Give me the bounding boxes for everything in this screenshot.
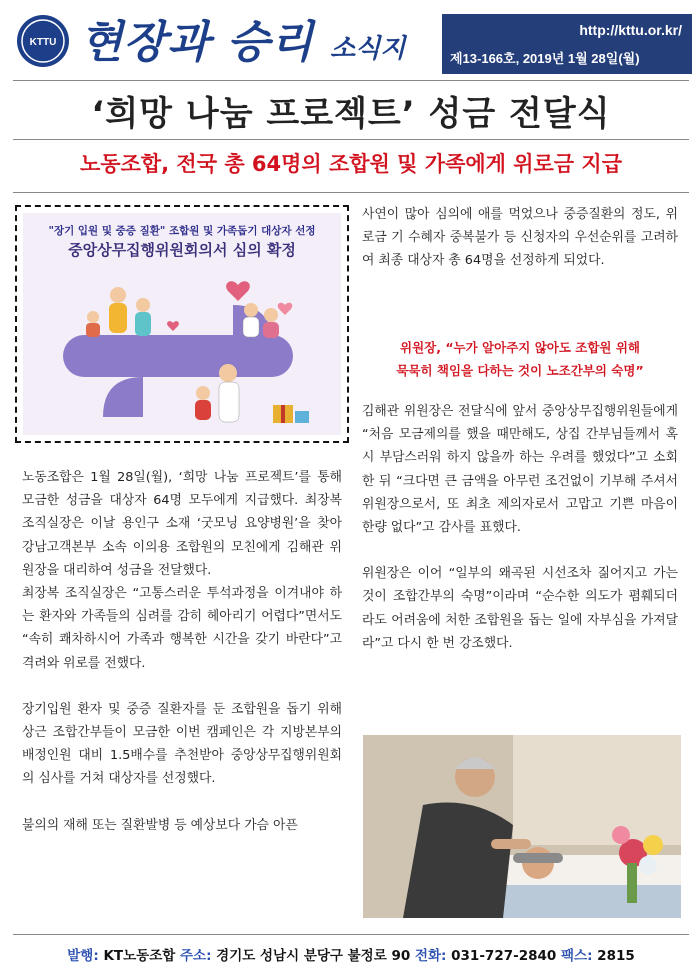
illustration-caption-main: 중앙상무집행위원회의서 심의 확정	[68, 241, 296, 259]
phone-number: 031-727-2840	[451, 948, 557, 964]
body-paragraph: 김해관 위원장은 전달식에 앞서 중앙상무집행위원들에게 “처음 모금제의를 했을 때만해도, 상집 간부님들께서 혹시 부담스러워 하지 않을까 하는 우려를 했었다”고 소회한 뒤 “크다면 큰 금액을 아무런 조건없이 기부해 주셔서 위원장으로서, 또 최초 제의자로서 고맙고 기쁜 마음이 한량 없다”고 감사를 표했다.	[362, 404, 678, 536]
right-column-intro	[362, 203, 678, 273]
pull-quote-line2: 묵묵히 책임을 다하는 것이 노조간부의 숙명”	[396, 363, 644, 378]
publisher-label: 발행:	[67, 948, 99, 964]
newsletter-title: 현장과 승리	[80, 17, 314, 68]
website-link[interactable]: http://kttu.or.kr/	[579, 22, 682, 38]
address: 경기도 성남시 분당구 불정로 90	[216, 948, 411, 964]
kttu-logo	[16, 14, 70, 68]
issue-number-date: 제13-166호, 2019년 1월 28일(월)	[450, 51, 640, 66]
body-paragraph: 노동조합은 1월 28일(월), ‘희망 나눔 프로젝트’를 통해 모금한 성금을 대상자 64명 모두에게 지급했다. 최장복 조직실장은 이날 용인구 소재 ‘굿모닝 요양병원’을 찾아 강남고객본부 소속 이의용 조합원의 모친에게 김해관 위원장을 대리하여 성금을 전달했다.	[22, 470, 342, 578]
publisher-name: KT노동조합	[103, 948, 176, 964]
fax-label: 팩스:	[560, 948, 593, 964]
illustration-frame	[15, 205, 349, 443]
footer-divider	[13, 934, 689, 935]
headline-divider	[13, 139, 689, 140]
right-column-body	[362, 400, 678, 655]
subhead-divider	[13, 192, 689, 193]
logo-text: KTTU	[29, 37, 57, 48]
body-paragraph: 불의의 재해 또는 질환발병 등 예상보다 가슴 아픈	[22, 817, 298, 833]
fax-number: 2815	[597, 948, 635, 964]
visit-photo	[363, 735, 681, 918]
hospital-visit-image	[363, 735, 681, 918]
left-column-body	[22, 466, 342, 837]
illustration-caption-top: "장기 입원 및 중증 질환" 조합원 및 가족돕기 대상자 선정	[48, 225, 316, 237]
subheadline: 노동조합, 전국 총 64명의 조합원 및 가족에게 위로금 지급	[80, 152, 622, 176]
newsletter-subtitle: 소식지	[330, 34, 406, 64]
headline: ‘희망 나눔 프로젝트’ 성금 전달식	[91, 94, 611, 134]
body-paragraph: 장기입원 환자 및 중증 질환자를 둔 조합원을 돕기 위해 상근 조합간부들이 모금한 이번 캠페인은 각 지방본부의 배정인원 대비 1.5배수를 추천받아 중앙상무집행위원회의 심사를 거쳐 대상자를 선정했다.	[22, 701, 342, 787]
pull-quote	[375, 336, 665, 382]
phone-label: 전화:	[414, 948, 447, 964]
pull-quote-line1: 위원장, “누가 알아주지 않아도 조합원 위해	[400, 340, 640, 355]
family-illustration	[23, 265, 341, 435]
campaign-illustration	[23, 213, 341, 435]
body-paragraph: 위원장은 이어 “일부의 왜곡된 시선조차 짊어지고 가는 것이 조합간부의 숙명”이라며 “순수한 의도가 폄훼되더라도 어려움에 처한 조합원을 돕는 일에 자부심을 가져달라”고 다시 한 번 강조했다.	[362, 566, 678, 651]
body-paragraph: 사연이 많아 심의에 애를 먹었으나 중증질환의 정도, 위로금 기 수혜자 중복불가 등 신청자의 우선순위를 고려하여 최종 대상자 총 64명을 선정하게 되었다.	[362, 207, 678, 269]
top-divider	[13, 80, 689, 81]
masthead	[8, 6, 690, 74]
body-paragraph: 최장복 조직실장은 “고통스러운 투석과정을 이겨내야 하는 환자와 가족들의 심려를 감히 헤아리기 어렵다”면서도 “속히 쾌차하시어 가족과 행복한 시간을 갖기 바란다”고 격려와 위로를 전했다.	[22, 586, 342, 671]
address-label: 주소:	[179, 948, 212, 964]
footer	[13, 944, 689, 964]
issue-info-box	[442, 14, 692, 74]
